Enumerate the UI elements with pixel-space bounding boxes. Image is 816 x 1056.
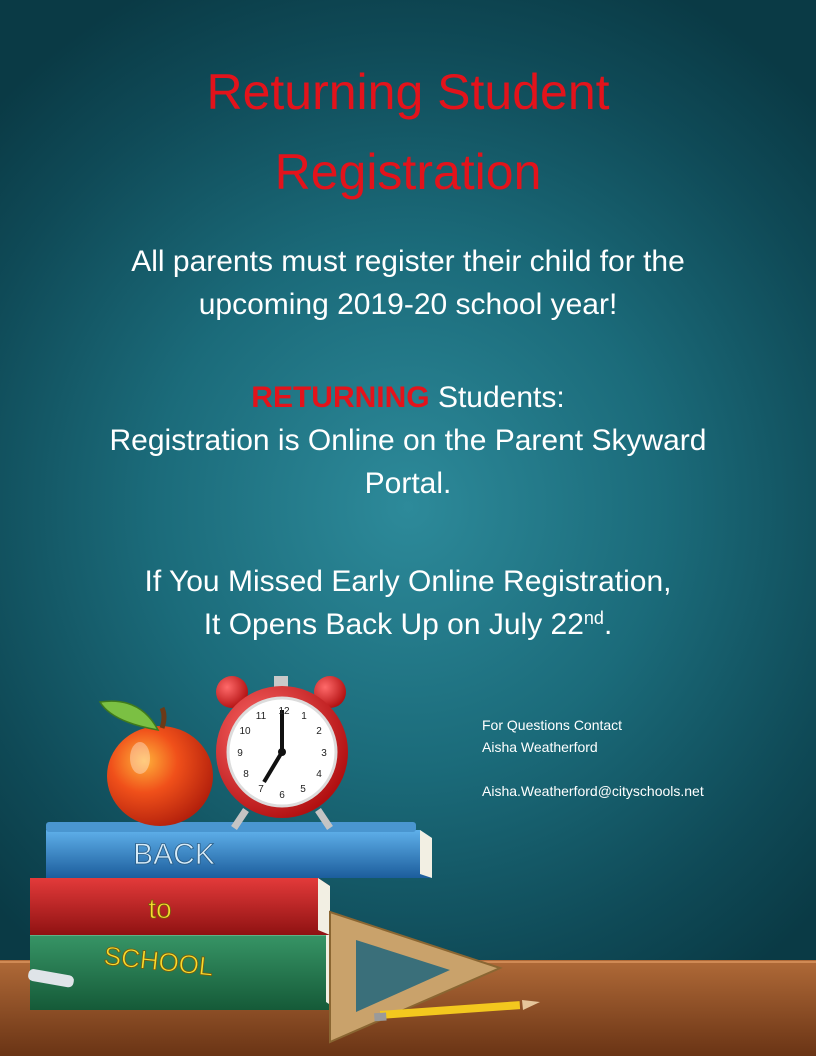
clock-num: 5	[300, 784, 306, 795]
alarm-clock-icon	[216, 676, 348, 828]
contact-name: Aisha Weatherford	[482, 739, 598, 755]
contact-email[interactable]: Aisha.Weatherford@cityschools.net	[482, 783, 704, 799]
book-to-label: to	[148, 893, 172, 924]
clock-num: 12	[278, 706, 290, 717]
returning-line-2: Registration is Online on the Parent Skyward	[109, 424, 707, 457]
missed-line-1: If You Missed Early Online Registration,	[144, 565, 672, 598]
book-back	[46, 822, 432, 878]
book-school-label: SCHOOL	[102, 940, 215, 982]
missed-paragraph	[0, 560, 816, 646]
apple-icon	[100, 701, 213, 826]
returning-highlight: RETURNING	[251, 381, 430, 414]
intro-paragraph	[0, 240, 816, 326]
missed-line-2	[0, 603, 816, 646]
clock-num: 10	[239, 726, 251, 737]
clock-num: 11	[255, 711, 267, 722]
returning-rest: Students:	[429, 381, 565, 414]
book-to	[30, 878, 330, 935]
clock-num: 9	[237, 748, 243, 759]
title-line-1: Returning Student	[206, 64, 610, 120]
returning-line-3: Portal.	[364, 467, 452, 500]
contact-label: For Questions Contact	[482, 717, 623, 733]
missed-line-2-text: It Opens Back Up on July 22	[203, 608, 584, 641]
book-back-label: BACK	[133, 838, 215, 871]
clock-num: 2	[316, 726, 322, 737]
clock-num: 3	[321, 748, 327, 759]
clock-num: 4	[316, 769, 322, 780]
returning-line-1	[0, 376, 816, 419]
title-line-2: Registration	[274, 144, 542, 200]
intro-line-1: All parents must register their child for the	[131, 245, 685, 278]
intro-line-2: upcoming 2019-20 school year!	[198, 288, 618, 321]
clock-num: 6	[279, 790, 285, 801]
returning-paragraph	[0, 376, 816, 505]
clock-num: 7	[258, 784, 264, 795]
missed-line-2-end: .	[603, 608, 613, 641]
missed-ordinal: nd	[583, 608, 604, 628]
clock-num: 8	[243, 769, 249, 780]
clock-num: 1	[301, 711, 307, 722]
page-title	[0, 52, 816, 212]
back-to-school-illustration	[0, 650, 816, 1056]
